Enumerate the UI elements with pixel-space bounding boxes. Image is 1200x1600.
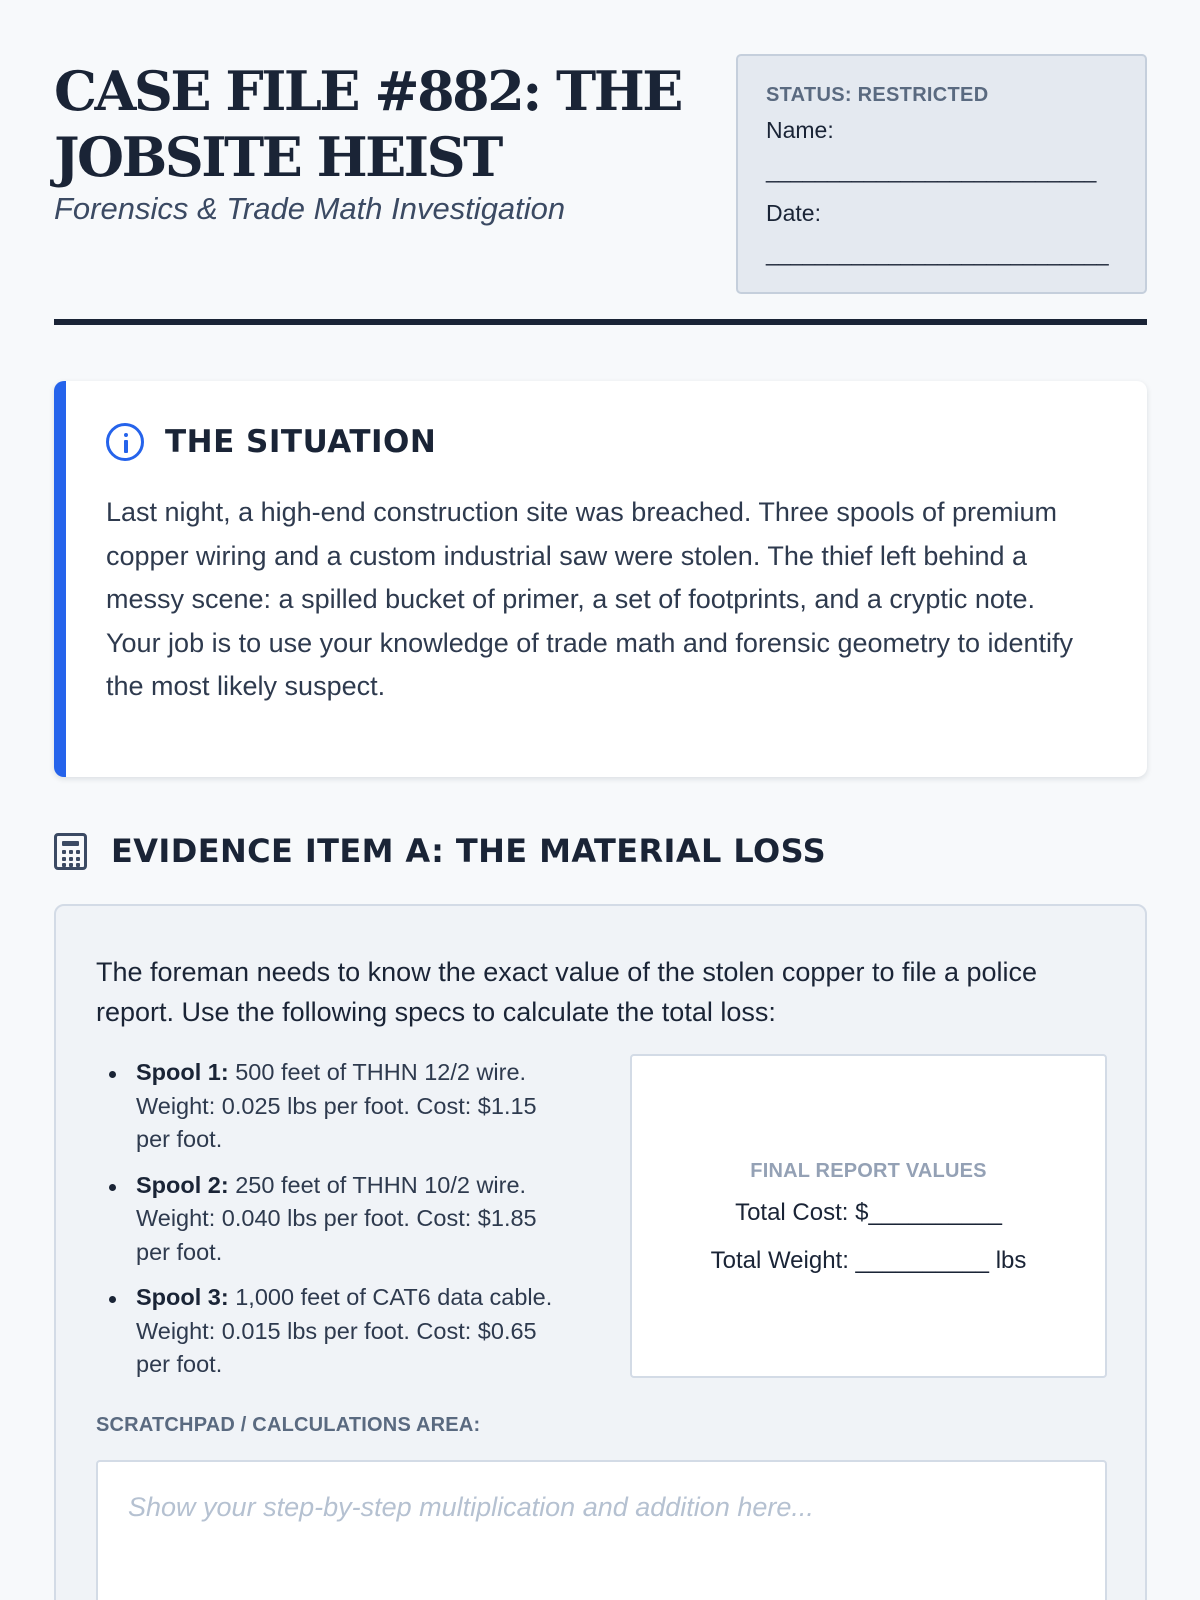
spool-list — [96, 1056, 556, 1394]
list-item — [96, 1281, 556, 1382]
status-box — [736, 54, 1147, 294]
evidence-a-heading — [54, 832, 826, 870]
status-label: STATUS: RESTRICTED — [766, 84, 989, 106]
header-divider — [54, 319, 1147, 325]
page-subtitle: Forensics & Trade Math Investigation — [54, 191, 566, 226]
spool-label: Spool 2: — [136, 1171, 229, 1198]
situation-text: Last night, a high-end construction site was breached. Three spools of premium copper wiring and a custom industrial saw were stolen. The thief left behind a messy scene: a spilled bucket of primer, a set of footprints, and a cryptic note. Your job is to use your knowledge of trade math and forensic geometry to identify the most likely suspect. — [106, 497, 1074, 701]
situation-card — [54, 381, 1147, 777]
total-cost-field[interactable]: Total Cost: $__________ — [735, 1199, 1002, 1226]
situation-heading — [106, 423, 1107, 461]
date-field[interactable]: ____________________________ — [766, 241, 1109, 266]
situation-title: THE SITUATION — [165, 424, 437, 460]
spool-text: 1,000 feet of CAT6 data cable. Weight: 0.015 lbs per foot. Cost: $0.65 per foot. — [136, 1284, 553, 1377]
spool-text: 250 feet of THHN 10/2 wire. Weight: 0.040 lbs per foot. Cost: $1.85 per foot. — [136, 1171, 537, 1265]
calculator-icon — [54, 833, 87, 870]
name-field[interactable]: ___________________________ — [766, 158, 1097, 183]
list-item — [96, 1056, 556, 1157]
report-title: FINAL REPORT VALUES — [750, 1160, 987, 1182]
evidence-a-card — [54, 904, 1147, 1600]
spool-label: Spool 1: — [136, 1059, 229, 1085]
date-label: Date: — [766, 200, 821, 226]
worksheet-page — [54, 0, 1147, 1436]
list-item — [96, 1169, 556, 1270]
total-weight-field[interactable]: Total Weight: __________ lbs — [710, 1247, 1027, 1274]
scratchpad-label: SCRATCHPAD / CALCULATIONS AREA: — [96, 1414, 481, 1436]
name-label: Name: — [766, 117, 834, 143]
spool-label: Spool 3: — [136, 1284, 229, 1310]
spool-text: 500 feet of THHN 12/2 wire. Weight: 0.025 lbs per foot. Cost: $1.15 per foot. — [136, 1059, 537, 1152]
info-circle-icon — [106, 423, 144, 461]
final-report-box — [630, 1054, 1107, 1378]
evidence-a-intro: The foreman needs to know the exact value of the stolen copper to file a police report. Use the following specs to calculate the total loss: — [96, 957, 1038, 1027]
page-title: CASE FILE #882: THE JOBSITE HEIST — [54, 59, 681, 189]
case-header — [54, 0, 1147, 330]
scratchpad-input[interactable] — [96, 1460, 1107, 1600]
evidence-a-title: EVIDENCE ITEM A: THE MATERIAL LOSS — [111, 832, 827, 870]
